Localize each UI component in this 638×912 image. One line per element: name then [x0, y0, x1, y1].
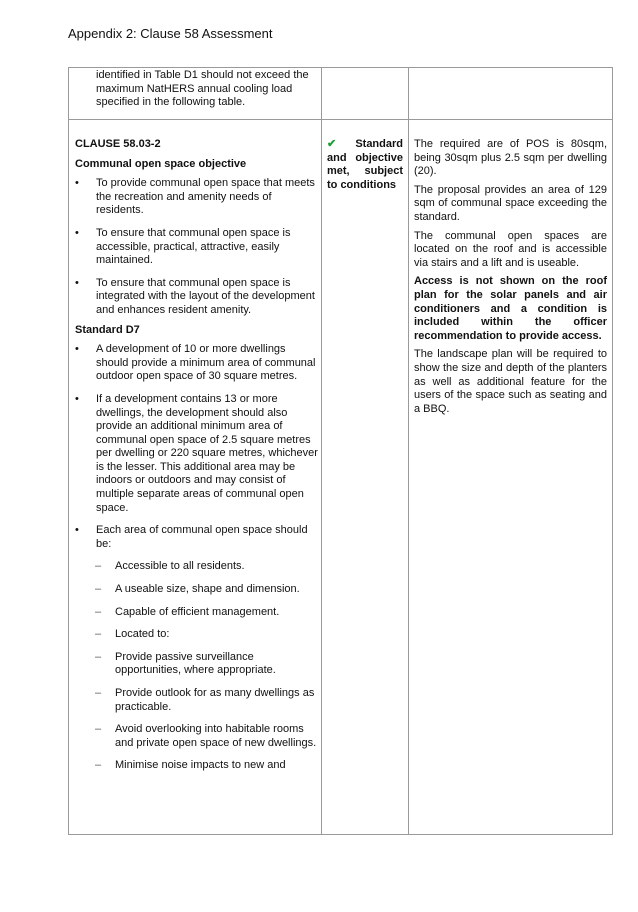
- bullet-icon: •: [75, 177, 79, 190]
- column-divider: [408, 68, 409, 834]
- dash-icon: –: [95, 723, 102, 736]
- page-header-title: Appendix 2: Clause 58 Assessment: [68, 26, 273, 41]
- comment-paragraph: The required are of POS is 80sqm, being 30sqm plus 2.5 sqm per dwelling (20).: [414, 138, 607, 178]
- assessment-table: [68, 67, 613, 835]
- standard-heading: Standard D7: [75, 323, 140, 336]
- dash-icon: –: [95, 605, 102, 618]
- dash-icon: –: [95, 650, 102, 663]
- objective-item: • To ensure that communal open space is integrated with the layout of the development and enhances resident amenity.: [75, 276, 315, 316]
- dash-icon: –: [95, 560, 102, 573]
- compliance-cell: [327, 138, 403, 192]
- dash-icon: –: [95, 687, 102, 699]
- comment-paragraph: The communal open spaces are located on the roof and is accessible via stairs and a lift and is useable.: [414, 229, 607, 269]
- sub-item: – Accessible to all residents.: [95, 560, 245, 573]
- bullet-icon: •: [75, 343, 79, 356]
- column-divider: [321, 68, 322, 834]
- sub-item: – Provide outlook for as many dwellings as practicable.: [95, 687, 315, 713]
- sub-item: – A useable size, shape and dimension.: [95, 583, 300, 596]
- dash-icon: –: [95, 759, 102, 772]
- compliance-status: Standard and objective met, subject to conditions: [327, 138, 403, 191]
- sub-item: – Capable of efficient management.: [95, 605, 280, 618]
- dash-icon: –: [95, 628, 102, 641]
- standard-item: • Each area of communal open space should be:: [75, 524, 308, 550]
- bullet-icon: •: [75, 276, 79, 289]
- objective-item: • To provide communal open space that meets the recreation and amenity needs of residents.: [75, 177, 315, 217]
- sub-item: – Avoid overlooking into habitable rooms and private open space of new dwellings.: [95, 723, 317, 749]
- comment-paragraph: The proposal provides an area of 129 sqm of communal space exceeding the standard.: [414, 183, 607, 223]
- bullet-icon: •: [75, 524, 79, 537]
- dash-icon: –: [95, 583, 102, 596]
- comments-cell: [414, 138, 607, 421]
- standard-item: • A development of 10 or more dwellings should provide a minimum area of communal outdoor open space of 30 square metres.: [75, 343, 316, 383]
- objective-item: • To ensure that communal open space is accessible, practical, attractive, easily maintained.: [75, 226, 291, 267]
- objective-heading: Communal open space objective: [75, 157, 247, 170]
- comment-paragraph: The landscape plan will be required to show the size and depth of the planters as well as additional feature for the users of the space such as seating and a BBQ.: [414, 348, 607, 415]
- row-divider: [69, 119, 612, 120]
- continued-standard-text: identified in Table D1 should not exceed the maximum NatHERS annual cooling load specified in the following table.: [96, 69, 309, 109]
- bullet-icon: •: [75, 392, 79, 405]
- clause-cell: [75, 138, 318, 782]
- check-icon: ✔: [327, 138, 337, 150]
- sub-item: – Provide passive surveillance opportunities, where appropriate.: [95, 650, 276, 677]
- sub-item: – Minimise noise impacts to new and: [95, 759, 286, 772]
- bullet-icon: •: [75, 226, 79, 239]
- comment-paragraph-bold: Access is not shown on the roof plan for the solar panels and air conditioners and a condition is included within the officer recommendation to provide access.: [414, 275, 607, 342]
- sub-item: – Located to:: [95, 628, 170, 641]
- clause-label: CLAUSE 58.03-2: [75, 138, 161, 150]
- standard-item: • If a development contains 13 or more dwellings, the development should also provide an additional minimum area of communal open space of 2.5 square metres per dwelling or 220 square metres, whichever is the lesser. This additional area may be indoors or outdoors and may consist of multiple separate areas of communal open space.: [75, 392, 318, 514]
